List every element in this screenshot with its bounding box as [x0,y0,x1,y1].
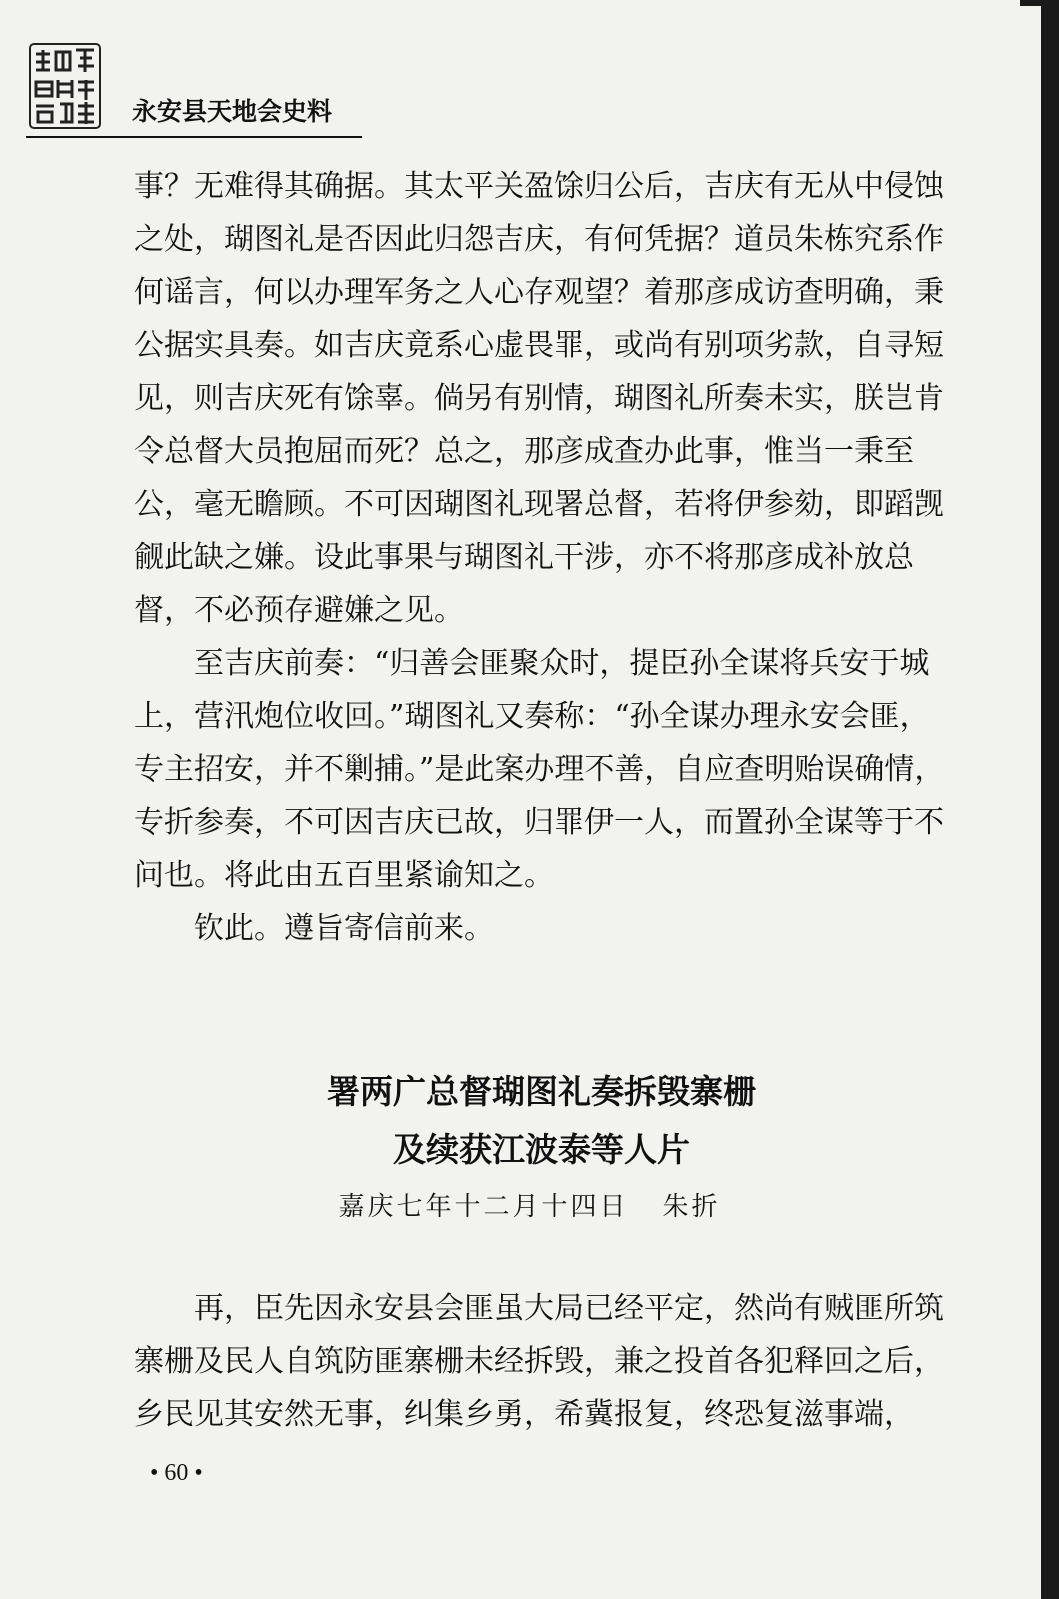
document-date: 嘉庆七年十二月十四日 [338,1192,629,1222]
document-title-line-1: 署两广总督瑚图礼奏拆毁寨栅 [327,1072,756,1111]
body-text [134,160,954,955]
seal-stamp-icon [28,40,102,132]
paragraph-continued: 事？无难得其确据。其太平关盈馀归公后，吉庆有无从中侵蚀之处，瑚图礼是否因此归怨吉庆，有何凭据？道员朱栋究系作何谣言，何以办理军务之人心存观望？着那彦成访查明确，秉公据实具奏。如吉庆竟系心虚畏罪，或尚有别项劣款，自寻短见，则吉庆死有馀辜。倘另有别情，瑚图礼所奏未实，朕岂肯令总督大员抱屈而死？总之，那彦成查办此事，惟当一秉至公，毫无瞻顾。不可因瑚图礼现署总督，若将伊参劾，即蹈觊觎此缺之嫌。设此事果与瑚图礼干涉，亦不将那彦成补放总督，不必预存避嫌之见。 [134,169,944,628]
scan-edge-shadow [1041,0,1059,1599]
page-number: • 60 • [150,1460,203,1486]
document-title-line-2: 及续获江波泰等人片 [393,1130,690,1169]
scan-corner-shadow [1020,0,1059,6]
memorial-text [134,1282,954,1441]
paragraph: 再，臣先因永安县会匪虽大局已经平定，然尚有贼匪所筑寨栅及民人自筑防匪寨栅未经拆毁，兼之投首各犯释回之后，乡民见其安然无事，纠集乡勇，希冀报复，终恐复滋事端， [134,1291,944,1432]
header-rule [26,136,362,138]
paragraph: 至吉庆前奏：“归善会匪聚众时，提臣孙全谋将兵安于城上，营汛炮位收回。”瑚图礼又奏称：“孙全谋办理永安会匪，专主招安，并不剿捕。”是此案办理不善，自应查明贻误确情，专折参奏，不可因吉庆已故，归罪伊一人，而置孙全谋等于不问也。将此由五百里紧谕知之。 [134,646,945,893]
paragraph: 钦此。遵旨寄信前来。 [194,911,494,946]
document-annotation: 朱折 [662,1192,721,1222]
running-header: 永安县天地会史料 [132,97,333,126]
document-date-line [0,1186,1059,1223]
